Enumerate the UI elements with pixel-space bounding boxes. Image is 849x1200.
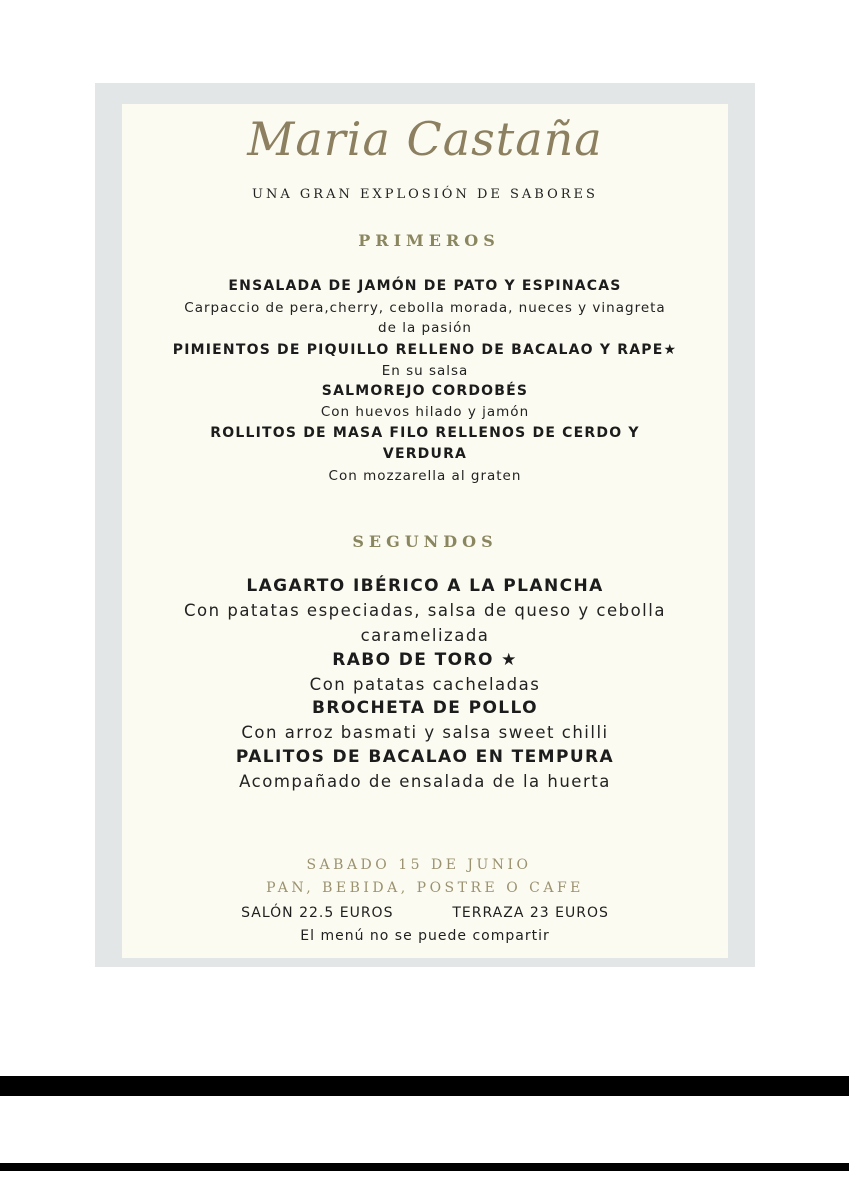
- restaurant-name: Maria Castaña: [247, 112, 603, 166]
- dish-description: de la pasión: [378, 320, 472, 336]
- price-line: [122, 905, 728, 921]
- sharing-note: El menú no se puede compartir: [300, 928, 550, 944]
- menu-card: [122, 104, 728, 958]
- dish-name: PIMIENTOS DE PIQUILLO RELLENO DE BACALAO Y RAPE★: [172, 342, 678, 358]
- dish-description: Con huevos hilado y jamón: [320, 404, 530, 420]
- dish-description: Con mozzarella al graten: [328, 468, 522, 484]
- dish-name: PALITOS DE BACALAO EN TEMPURA: [235, 747, 615, 767]
- dish-description: En su salsa: [381, 363, 469, 379]
- terraza-price: TERRAZA 23 EUROS: [452, 905, 609, 921]
- black-bar-bottom: [0, 1163, 849, 1171]
- dish-name: ROLLITOS DE MASA FILO RELLENOS DE CERDO Y: [210, 425, 640, 441]
- section-title-primeros: PRIMEROS: [358, 231, 500, 250]
- salon-price: SALÓN 22.5 EUROS: [241, 905, 394, 921]
- dish-description: Con patatas especiadas, salsa de queso y cebolla: [184, 601, 666, 620]
- dish-name: VERDURA: [382, 446, 468, 462]
- section-title-segundos: SEGUNDOS: [352, 532, 498, 551]
- dish-name: BROCHETA DE POLLO: [311, 698, 539, 718]
- menu-date: SABADO 15 DE JUNIO: [306, 857, 532, 873]
- menu-includes: PAN, BEBIDA, POSTRE O CAFE: [266, 880, 584, 896]
- black-bar-top: [0, 1076, 849, 1096]
- dish-description: Carpaccio de pera,cherry, cebolla morada, nueces y vinagreta: [184, 300, 666, 316]
- dish-description: Acompañado de ensalada de la huerta: [239, 772, 611, 791]
- tagline: UNA GRAN EXPLOSIÓN DE SABORES: [252, 187, 598, 202]
- dish-description: caramelizada: [360, 626, 490, 645]
- dish-name: RABO DE TORO ★: [332, 650, 518, 670]
- dish-description: Con arroz basmati y salsa sweet chilli: [241, 723, 609, 742]
- dish-name: ENSALADA DE JAMÓN DE PATO Y ESPINACAS: [228, 278, 622, 294]
- dish-name: SALMOREJO CORDOBÉS: [321, 383, 529, 399]
- dish-name: LAGARTO IBÉRICO A LA PLANCHA: [246, 576, 604, 596]
- dish-description: Con patatas cacheladas: [309, 675, 541, 694]
